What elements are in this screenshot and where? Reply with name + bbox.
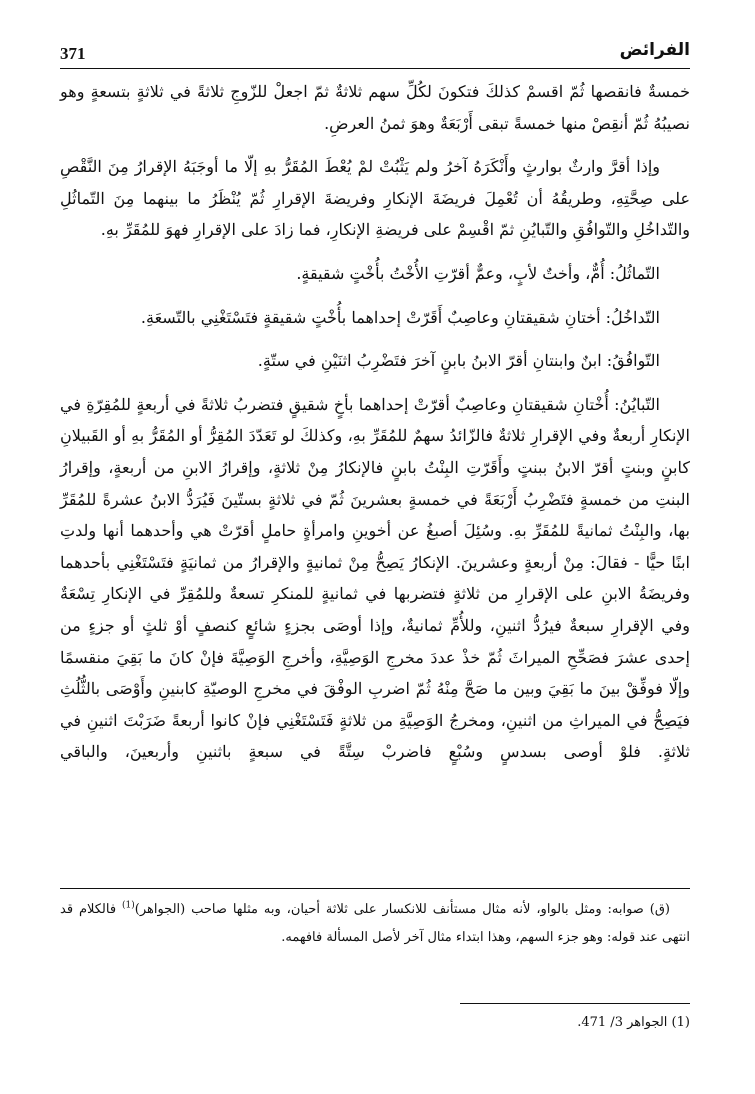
paragraph-tadakhul: التّداخُلُ: أختانِ شقيقتانِ وعاصِبٌ أَقَرّتْ إحداهما بأُخْتٍ شقيقةٍ فتَسْتَغْنِي بالتّسعَةِ. — [140, 307, 660, 327]
paragraph-tabayun: التّبايُنُ: أُخْتانِ شقيقتانِ وعاصِبٌ أقرّتْ إحداهما بأخٍ شقيقٍ فتضربُ ثلاثةً في أربعةٍ للمُقِرّةِ في الإنكارِ أربعةٌ وفي الإقرارِ ثلاثةٌ فالزّائدُ سهمٌ للمُقَرِّ بهِ، وكذلكَ لو تَعَدّدَ المُقِرُّ أو المُقَرُّ بهِ أو القَبيلانِ كابنٍ وبنتٍ أقرّ الابنُ ببنتٍ وأَقَرّتِ البِنْتُ بابنٍ فالإنكارُ مِنْ ثلاثةٍ، وإقرارُ الابنِ من أربعةٍ، وإقرارُ البنتِ من خمسةٍ فتَضْرِبُ أَرْبَعَةً في خمسةٍ بعشرينَ ثُمّ في ثلاثةٍ بستّينَ فَيُرَدُّ الابنُ عشرةً للمُقَرِّ بها، والبِنْتُ ثمانيةً للمُقَرِّ بهِ. وسُئِلَ أصبغُ عن أخوينِ وامرأةٍ حاملٍ أقرّتْ هي وأحدهما أنها ولدتِ ابنًا حيًّا - فقالَ: مِنْ أربعةٍ وعشرينَ. الإنكارُ يَصِحُّ مِنْ ثمانيةٍ والإقرارُ من ثمانيَةٍ فتَسْتَغْنِي بأحدهما وفريضَةُ الابنِ على الإقرارِ من ثلاثةٍ فتضربها في ثمانيةٍ للمنكرِ تسعةٌ وللمُقِرِّ في الإنكارِ تِسْعَةٌ وفي الإقرارِ سبعةٌ فيرُدُّ اثنينِ، وللأُمِّ ثمانيةٌ، وإذا أوصَى بجزءٍ شائعٍ كنصفٍ أوْ ثلثٍ أو جزءٍ من إحدى عشرَ فصَحِّحِ الميراثَ ثُمّ خذْ عددَ مخرجِ الوَصِيَّةِ، وأخرجِ الوَصِيَّةَ فإنْ كانَ ما بَقِيَ منقسمًا وإلّا فوفِّقْ بينَ ما بَقِيَ وبين ما صَحَّ مِنْهُ ثُمّ اضربِ الوفْقَ في مخرجِ الوصيّةِ كابنينِ وأَوْصَى بالثُّلُثِ فيَصِحُّ في الميراثِ من اثنينِ، ومخرجُ الوَصِيَّةِ من ثلاثةٍ فَتَسْتَغْنِي فإنْ كانوا أربعةً ضَرَبْتَ اثنينِ في ثلاثةٍ. فلوْ أوصى بسدسٍ وسُبْعٍ فاضربْ سِتَّةً في سبعةٍ باثنينِ وأربعينَ، والباقي — [60, 394, 690, 762]
page-number: 371 — [60, 44, 86, 63]
paragraph-tamathul: التّماثُلُ: أُمٌّ، وأختٌ لأبٍ، وعمٌّ أقرّتِ الأُخْتُ بأُخْتٍ شقيقةٍ. — [296, 263, 660, 283]
running-head: الفرائض — [619, 40, 690, 60]
footnote: (1) الجواهر 3/ 471. — [577, 1015, 690, 1030]
header-rule — [60, 68, 690, 69]
footnote-separator — [460, 1003, 690, 1004]
editor-note — [60, 896, 690, 952]
paragraph-tawafuq: التّوافُقُ: ابنٌ وابنتانِ أقرّ الابنُ بابنٍ آخرَ فتَضْرِبُ اثنَيْنِ في ستّةٍ. — [257, 351, 660, 371]
paragraph-2: وإذا أقرَّ وارثٌ بوارثٍ وأَنْكَرَهُ آخرُ ولم يَثْبُتْ لمْ يُعْطَ المُقَرُّ بهِ إلّا ما أوجَبَهُ الإقرارُ مِنَ النَّقْصِ على صِحَّتِهِ، وطريقُهُ أن تُعْمِلَ فريضَةَ الإنكارِ وفريضةَ الإقرارِ ثُمّ يُنْظَرُ ما بينهما مِنَ التّماثُلِ والتّداخُلِ والتّوافُقِ والتّبايُنِ ثمّ اقْسِمْ على فريضةِ الإنكارِ، فما زادَ على الإقرارِ فهوَ للمُقَرِّ بهِ. — [60, 157, 690, 240]
footnote-ref-mark: (1) — [121, 900, 135, 911]
editor-note-text — [60, 896, 690, 952]
paragraph-1: خمسةٌ فانقصها ثُمّ اقسمْ كذلكَ فتكونَ لكُلِّ سهم ثلاثةٌ ثمّ اجعلْ للزّوجِ ثلاثةً في ثلاثةٍ بتسعةٍ وهو نصيبُهُ ثُمّ أنقِصْ منها خمسةً تبقى أَرْبَعَةٌ وهوَ ثمنُ العرضِ. — [60, 82, 690, 133]
page-header — [60, 40, 690, 70]
editor-note-part-2: فالكلام قد انتهى عند قوله: وهو جزء السهم، وهذا ابتداء مثال آخر لأصل المسألة فافهمه. — [60, 902, 690, 945]
editor-note-part-1: (ق) صوابه: ومثل بالواو، لأنه مثال مستأنف للانكسار على ثلاثة أحيان، وبه مثلها صاحب (الجواهر) — [134, 902, 670, 917]
main-text — [60, 76, 690, 768]
notes-separator — [60, 888, 690, 889]
